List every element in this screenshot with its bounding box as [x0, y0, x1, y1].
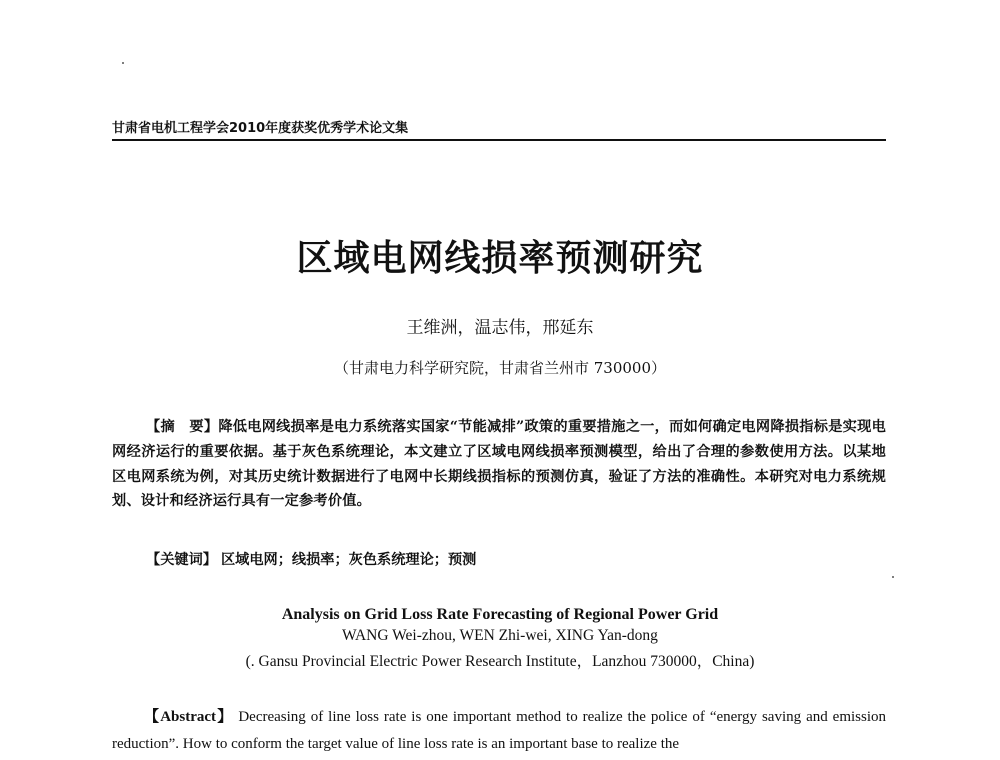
- abstract-en-text: Decreasing of line loss rate is one important method to realize the police of “energy saving and emission reduction”. How to conform the target value of line loss rate is an important base to realize the: [112, 709, 887, 752]
- scan-speck: [122, 62, 124, 64]
- abstract-cn: [112, 415, 886, 514]
- english-affiliation: (. Gansu Provincial Electric Power Research Institute，Lanzhou 730000，China): [245, 653, 755, 670]
- keywords-cn-label: 【关键词】: [146, 552, 217, 568]
- running-header: 甘肃省电机工程学会2010年度获奖优秀学术论文集: [112, 121, 409, 136]
- abstract-en-label: 【Abstract】: [144, 709, 234, 725]
- abstract-cn-label: 【摘 要】: [146, 419, 219, 435]
- keywords-cn-text: 区域电网；线损率；灰色系统理论；预测: [220, 552, 477, 568]
- affiliation-cn: （甘肃电力科学研究院，甘肃省兰州市 730000）: [333, 359, 667, 377]
- english-authors: WANG Wei-zhou, WEN Zhi-wei, XING Yan-dong: [342, 627, 658, 644]
- english-title: Analysis on Grid Loss Rate Forecasting of Regional Power Grid: [281, 606, 719, 623]
- header-rule: [112, 139, 886, 141]
- keywords-cn: [146, 549, 886, 569]
- abstract-en: [112, 704, 886, 758]
- abstract-cn-text: 降低电网线损率是电力系统落实国家“节能减排”政策的重要措施之一，而如何确定电网降损指标是实现电网经济运行的重要依据。基于灰色系统理论，本文建立了区域电网线损率预测模型，给出了合理的参数使用方法。以某地区电网系统为例，对其历史统计数据进行了电网中长期线损指标的预测仿真，验证了方法的准确性。本研究对电力系统规划、设计和经济运行具有一定参考价值。: [112, 419, 886, 510]
- authors-cn: 王维洲，温志伟，邢延东: [406, 318, 594, 338]
- scan-speck: [892, 576, 894, 578]
- paper-title: 区域电网线损率预测研究: [296, 237, 704, 279]
